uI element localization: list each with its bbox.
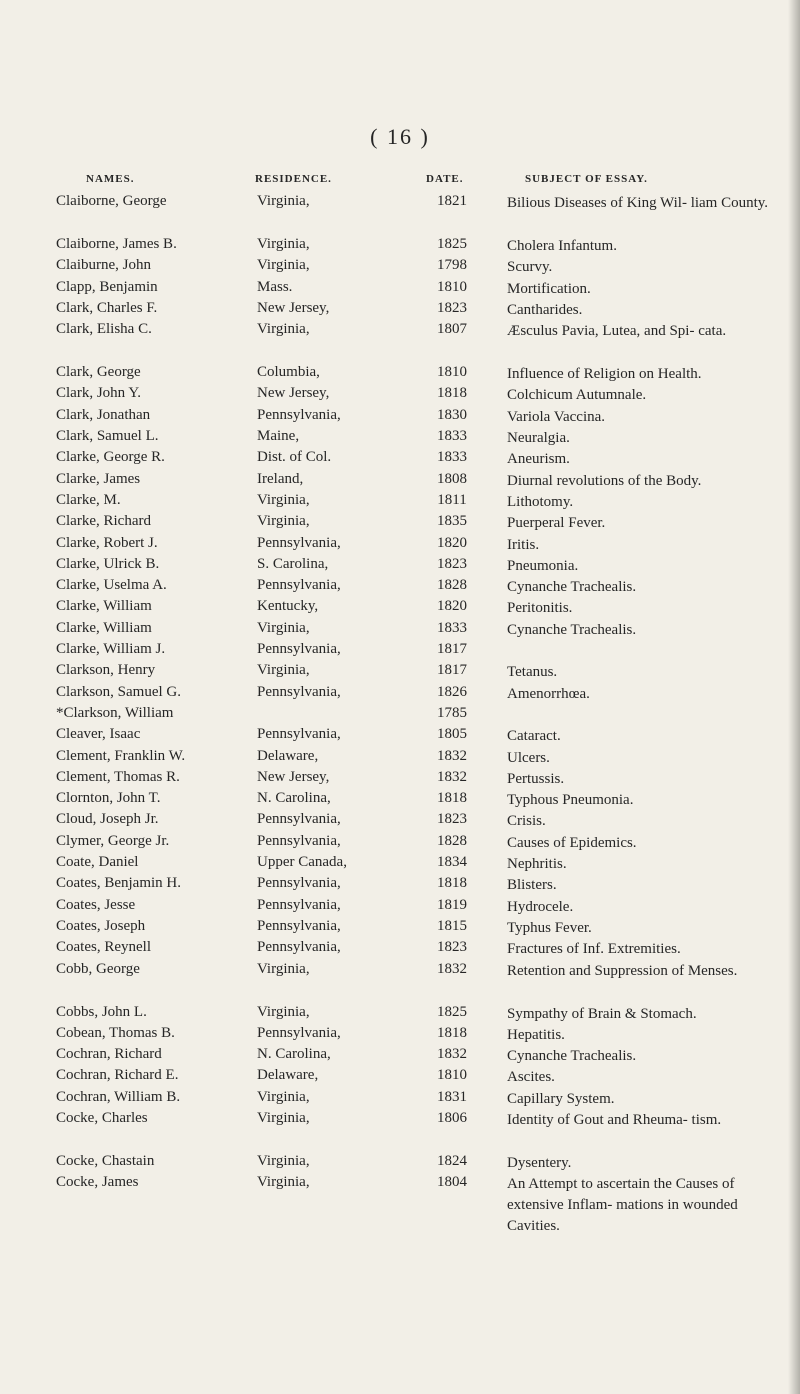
- entry-date: 1826: [437, 683, 467, 700]
- entry-date: 1785: [437, 704, 467, 721]
- entry-row: [0, 1004, 800, 1025]
- entry-name: Claiborne, George: [56, 193, 167, 209]
- entry-residence: Ireland,: [257, 470, 304, 487]
- entry-date: 1830: [437, 406, 467, 423]
- entry-date: 1815: [437, 917, 467, 934]
- entry-subject: Influence of Religion on Health.: [507, 366, 702, 383]
- entry-date: 1810: [437, 1067, 467, 1084]
- entry-name: Clarke, George R.: [56, 449, 165, 466]
- entry-row: [0, 811, 800, 832]
- entry-residence: Columbia,: [257, 364, 320, 381]
- entry-row: [0, 321, 800, 364]
- entry-date: 1821: [437, 193, 467, 209]
- entry-date: 1808: [437, 470, 467, 487]
- entry-subject: Iritis.: [507, 536, 540, 553]
- entry-residence: Pennsylvania,: [257, 1024, 341, 1041]
- entry-date: 1818: [437, 790, 467, 807]
- entry-name: Clarke, William: [56, 598, 152, 615]
- entry-subject: Ascites.: [507, 1069, 555, 1086]
- entry-subject: Dysentery.: [507, 1154, 572, 1171]
- entry-date: 1828: [437, 832, 467, 849]
- entry-row: [0, 300, 800, 321]
- entry-row: [0, 769, 800, 790]
- entry-subject: Fractures of Inf. Extremities.: [507, 941, 681, 958]
- entry-subject: Nephritis.: [507, 856, 567, 873]
- entry-residence: Dist. of Col.: [257, 449, 332, 466]
- entry-row: [0, 1089, 800, 1110]
- header-date: DATE.: [426, 173, 464, 185]
- entry-row: [0, 620, 800, 641]
- entry-residence: Virginia,: [257, 193, 310, 209]
- entry-subject: Identity of Gout and Rheuma- tism.: [507, 1111, 722, 1128]
- entry-residence: Pennsylvania,: [257, 896, 341, 913]
- entry-subject: Cynanche Trachealis.: [507, 621, 637, 638]
- entry-date: 1832: [437, 1046, 467, 1063]
- entry-name: Clement, Franklin W.: [56, 747, 186, 764]
- entry-residence: Virginia,: [257, 619, 310, 636]
- entry-row: [0, 556, 800, 577]
- entry-name: Coates, Jesse: [56, 896, 136, 913]
- entry-date: 1818: [437, 875, 467, 892]
- entry-name: Clark, John Y.: [56, 385, 142, 402]
- entry-date: 1833: [437, 428, 467, 445]
- entry-name: Cocke, James: [56, 1174, 139, 1191]
- entry-name: Cobb, George: [56, 960, 140, 977]
- entry-date: 1820: [437, 534, 467, 551]
- entry-row: [0, 492, 800, 513]
- entry-name: Clarke, Ulrick B.: [56, 555, 160, 572]
- entry-row: [0, 364, 800, 385]
- entry-name: Cochran, William B.: [56, 1088, 181, 1105]
- entry-row: [0, 193, 800, 236]
- entry-subject: Variola Vaccina.: [507, 408, 606, 425]
- entry-subject: Colchicum Autumnale.: [507, 387, 647, 404]
- entry-name: Cobbs, John L.: [56, 1003, 147, 1020]
- entry-subject: Cholera Infantum.: [507, 238, 617, 254]
- entry-residence: Pennsylvania,: [257, 406, 341, 423]
- entry-subject: Pertussis.: [507, 770, 565, 787]
- entry-date: 1825: [437, 236, 467, 252]
- entry-residence: Maine,: [257, 428, 300, 445]
- entry-date: 1810: [437, 278, 467, 295]
- entry-row: [0, 1025, 800, 1046]
- entry-residence: Pennsylvania,: [257, 832, 341, 849]
- entry-name: Cochran, Richard E.: [56, 1067, 179, 1084]
- entry-row: [0, 428, 800, 449]
- entry-subject: Amenorrhœa.: [507, 685, 590, 702]
- entry-row: [0, 1153, 800, 1174]
- entry-row: [0, 513, 800, 534]
- entry-name: Coates, Benjamin H.: [56, 875, 181, 892]
- entry-name: Cleaver, Isaac: [56, 726, 141, 743]
- entry-date: 1831: [437, 1088, 467, 1105]
- entry-row: [0, 961, 800, 1004]
- entry-name: Cocke, Charles: [56, 1109, 148, 1126]
- entry-row: [0, 748, 800, 769]
- entry-residence: Mass.: [257, 278, 293, 295]
- entry-residence: Pennsylvania,: [257, 811, 341, 828]
- entry-row: [0, 897, 800, 918]
- entry-date: 1832: [437, 960, 467, 977]
- entry-date: 1807: [437, 321, 467, 338]
- entry-subject: Cynanche Trachealis.: [507, 1048, 637, 1065]
- entry-name: Coates, Reynell: [56, 939, 151, 956]
- header-names: NAMES.: [86, 173, 135, 185]
- entry-date: 1835: [437, 513, 467, 530]
- entry-subject: Cantharides.: [507, 301, 583, 318]
- entry-date: 1833: [437, 619, 467, 636]
- entry-name: Coate, Daniel: [56, 854, 139, 871]
- entry-row: [0, 535, 800, 556]
- entry-date: 1820: [437, 598, 467, 615]
- entries-list: [0, 193, 800, 1238]
- entry-subject: Æsculus Pavia, Lutea, and Spi- cata.: [507, 323, 727, 340]
- entry-subject: Bilious Diseases of King Wil- liam County.: [507, 195, 769, 211]
- entry-row: [0, 939, 800, 960]
- entry-residence: Pennsylvania,: [257, 726, 341, 743]
- entry-subject: Causes of Epidemics.: [507, 834, 637, 851]
- entry-residence: New Jersey,: [257, 299, 330, 316]
- entry-date: 1823: [437, 811, 467, 828]
- entry-residence: Pennsylvania,: [257, 641, 341, 658]
- entry-subject: Crisis.: [507, 813, 546, 830]
- entry-row: [0, 833, 800, 854]
- entry-name: Clarke, William: [56, 619, 152, 636]
- entry-residence: Virginia,: [257, 1003, 310, 1020]
- entry-row: [0, 598, 800, 619]
- entry-date: 1824: [437, 1152, 467, 1169]
- entry-residence: Upper Canada,: [257, 854, 347, 871]
- entry-row: [0, 1174, 800, 1238]
- page-number: ( 16 ): [370, 124, 430, 149]
- entry-subject: Capillary System.: [507, 1090, 615, 1107]
- entry-name: Cobean, Thomas B.: [56, 1024, 175, 1041]
- entry-row: [0, 407, 800, 428]
- entry-subject: Lithotomy.: [507, 493, 574, 510]
- entry-name: Clymer, George Jr.: [56, 832, 170, 849]
- entry-residence: Virginia,: [257, 1174, 310, 1191]
- entry-residence: New Jersey,: [257, 385, 330, 402]
- entry-residence: New Jersey,: [257, 768, 330, 785]
- entry-residence: Virginia,: [257, 1088, 310, 1105]
- entry-residence: Virginia,: [257, 321, 310, 338]
- entry-name: Clornton, John T.: [56, 790, 161, 807]
- entry-name: Coates, Joseph: [56, 917, 146, 934]
- entry-subject: Peritonitis.: [507, 600, 573, 617]
- entry-residence: Virginia,: [257, 236, 310, 252]
- entry-subject: Neuralgia.: [507, 430, 570, 447]
- entry-row: [0, 918, 800, 939]
- entry-date: 1818: [437, 385, 467, 402]
- entry-residence: Virginia,: [257, 513, 310, 530]
- entry-name: Clarkson, Samuel G.: [56, 683, 181, 700]
- entry-subject: Puerperal Fever.: [507, 515, 606, 532]
- entry-subject: Ulcers.: [507, 749, 550, 766]
- entry-date: 1817: [437, 641, 467, 658]
- entry-subject: An Attempt to ascertain the Causes of extensive Inflam- mations in wounded Cavities.: [507, 1176, 738, 1235]
- entry-row: [0, 577, 800, 598]
- entry-name: Clement, Thomas R.: [56, 768, 180, 785]
- entry-row: [0, 257, 800, 278]
- entry-name: Clarke, M.: [56, 491, 121, 508]
- entry-row: [0, 875, 800, 896]
- entry-residence: Pennsylvania,: [257, 577, 341, 594]
- entry-residence: Pennsylvania,: [257, 939, 341, 956]
- entry-row: [0, 1046, 800, 1067]
- entry-row: [0, 790, 800, 811]
- entry-date: 1832: [437, 768, 467, 785]
- entry-date: 1798: [437, 257, 467, 274]
- entry-residence: N. Carolina,: [257, 790, 331, 807]
- entry-subject: Diurnal revolutions of the Body.: [507, 472, 702, 489]
- entry-residence: Virginia,: [257, 257, 310, 274]
- entry-row: [0, 236, 800, 257]
- entry-date: 1806: [437, 1109, 467, 1126]
- entry-date: 1817: [437, 662, 467, 679]
- entry-subject: Retention and Suppression of Menses.: [507, 962, 738, 979]
- entry-date: 1823: [437, 299, 467, 316]
- entry-residence: Pennsylvania,: [257, 875, 341, 892]
- entry-residence: Pennsylvania,: [257, 534, 341, 551]
- entry-subject: Typhus Fever.: [507, 919, 592, 936]
- entry-date: 1811: [437, 491, 467, 508]
- entry-subject: Aneurism.: [507, 451, 570, 468]
- entry-name: Clark, George: [56, 364, 141, 381]
- entry-date: 1819: [437, 896, 467, 913]
- entry-subject: Hepatitis.: [507, 1026, 565, 1043]
- entry-residence: Kentucky,: [257, 598, 319, 615]
- entry-name: Clark, Charles F.: [56, 299, 158, 316]
- entry-residence: S. Carolina,: [257, 555, 329, 572]
- entry-row: [0, 854, 800, 875]
- entry-row: [0, 385, 800, 406]
- entry-name: Clark, Samuel L.: [56, 428, 159, 445]
- entry-name: *Clarkson, William: [56, 704, 174, 721]
- entry-date: 1832: [437, 747, 467, 764]
- entry-date: 1834: [437, 854, 467, 871]
- entry-row: [0, 1067, 800, 1088]
- entry-row: [0, 705, 800, 726]
- entry-name: Clarke, William J.: [56, 641, 166, 658]
- entry-row: [0, 641, 800, 662]
- entry-name: Claiborne, James B.: [56, 236, 177, 252]
- entry-residence: Virginia,: [257, 1109, 310, 1126]
- entry-date: 1818: [437, 1024, 467, 1041]
- entry-date: 1804: [437, 1174, 467, 1191]
- entry-residence: Delaware,: [257, 747, 319, 764]
- entry-name: Clapp, Benjamin: [56, 278, 158, 295]
- entry-name: Clarke, Robert J.: [56, 534, 158, 551]
- entry-date: 1823: [437, 939, 467, 956]
- entry-residence: Pennsylvania,: [257, 683, 341, 700]
- entry-row: [0, 471, 800, 492]
- entry-date: 1825: [437, 1003, 467, 1020]
- entry-subject: Pneumonia.: [507, 557, 579, 574]
- entry-date: 1805: [437, 726, 467, 743]
- entry-residence: Virginia,: [257, 662, 310, 679]
- entry-residence: Virginia,: [257, 1152, 310, 1169]
- entry-date: 1828: [437, 577, 467, 594]
- column-headers: [0, 173, 800, 189]
- entry-name: Clarkson, Henry: [56, 662, 156, 679]
- entry-name: Clarke, Uselma A.: [56, 577, 167, 594]
- entry-date: 1833: [437, 449, 467, 466]
- entry-date: 1823: [437, 555, 467, 572]
- entry-name: Clarke, James: [56, 470, 141, 487]
- entry-residence: N. Carolina,: [257, 1046, 331, 1063]
- entry-subject: Mortification.: [507, 280, 591, 297]
- entry-subject: Cataract.: [507, 728, 561, 745]
- entry-subject: Cynanche Trachealis.: [507, 579, 637, 596]
- entry-name: Cloud, Joseph Jr.: [56, 811, 159, 828]
- entry-row: [0, 662, 800, 683]
- entry-name: Cocke, Chastain: [56, 1152, 155, 1169]
- entry-name: Clarke, Richard: [56, 513, 151, 530]
- header-subject: SUBJECT OF ESSAY.: [525, 173, 648, 185]
- entry-subject: Sympathy of Brain & Stomach.: [507, 1005, 697, 1022]
- entry-row: [0, 449, 800, 470]
- entry-name: Clark, Elisha C.: [56, 321, 152, 338]
- entry-row: [0, 1110, 800, 1153]
- entry-row: [0, 684, 800, 705]
- entry-date: 1810: [437, 364, 467, 381]
- entry-subject: Blisters.: [507, 877, 557, 894]
- entry-residence: Virginia,: [257, 491, 310, 508]
- entry-subject: Typhous Pneumonia.: [507, 792, 634, 809]
- entry-residence: Virginia,: [257, 960, 310, 977]
- entry-residence: Pennsylvania,: [257, 917, 341, 934]
- entry-subject: Hydrocele.: [507, 898, 574, 915]
- entry-name: Cochran, Richard: [56, 1046, 162, 1063]
- entry-name: Clark, Jonathan: [56, 406, 151, 423]
- entry-row: [0, 726, 800, 747]
- header-residence: RESIDENCE.: [255, 173, 332, 185]
- entry-name: Claiburne, John: [56, 257, 151, 274]
- entry-residence: Delaware,: [257, 1067, 319, 1084]
- entry-row: [0, 279, 800, 300]
- entry-subject: Tetanus.: [507, 664, 558, 681]
- entry-subject: Scurvy.: [507, 259, 553, 276]
